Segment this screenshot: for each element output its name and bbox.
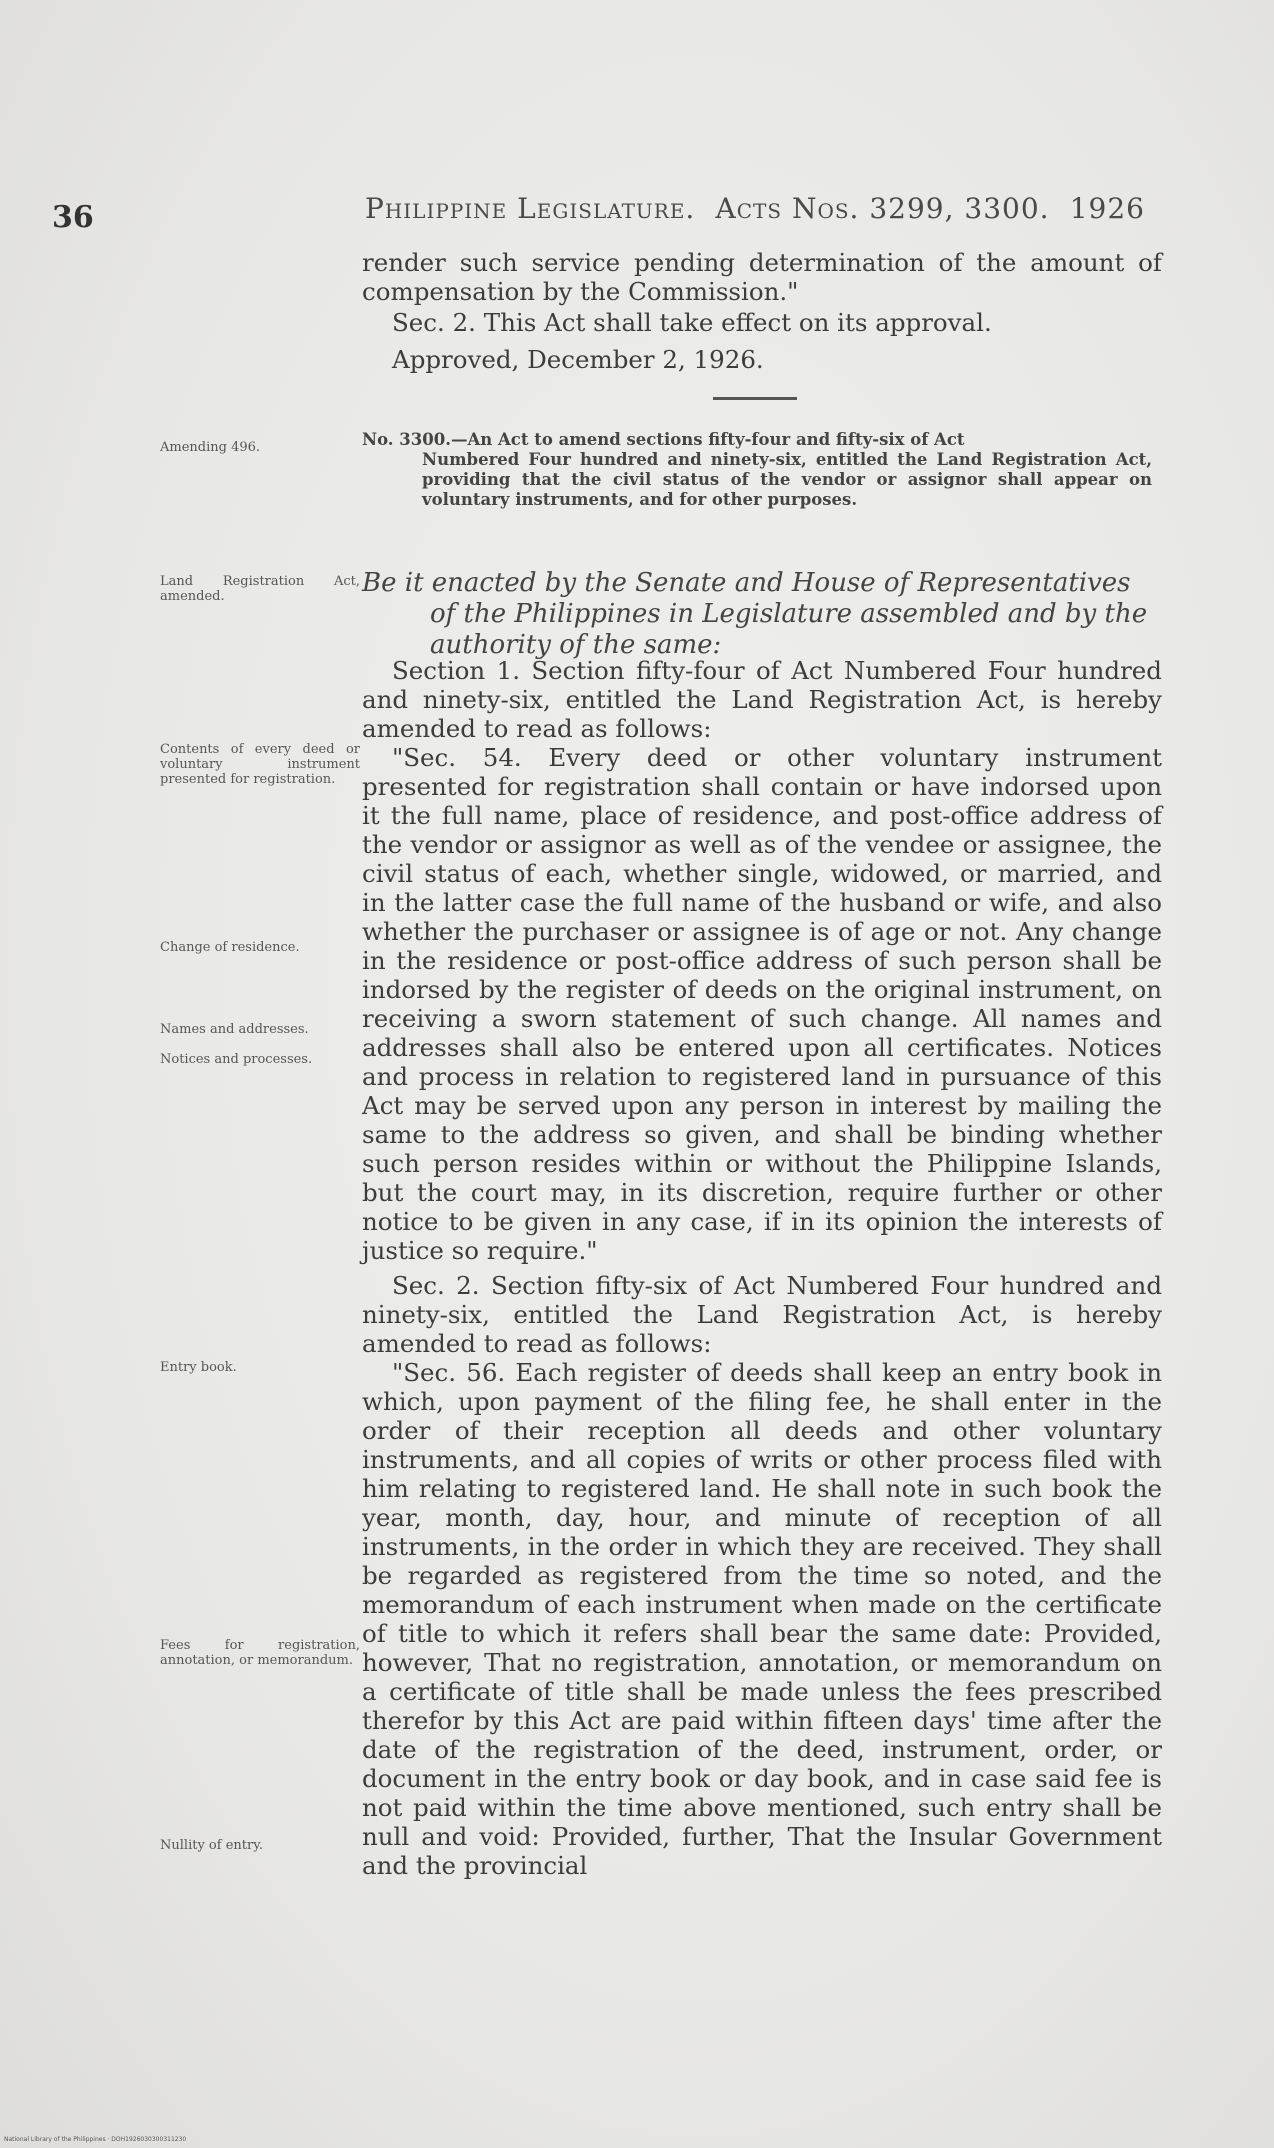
running-head-acts: Acts Nos. 3299, 3300. xyxy=(715,192,1050,225)
margin-note-fees: Fees for registration, annotation, or memorandum. xyxy=(160,1638,360,1668)
act-title-rest: Numbered Four hundred and ninety-six, entitled the Land Registration Act, providing that the civil status of the vendor or assignor shall appear on voluntary instruments, and for other purposes. xyxy=(422,450,1152,509)
margin-note-notices: Notices and processes. xyxy=(160,1052,313,1067)
running-head-year: 1926 xyxy=(1069,192,1145,225)
approval-date: Approved, December 2, 1926. xyxy=(392,345,764,374)
sec2-effect: Sec. 2. This Act shall take effect on its approval. xyxy=(392,308,992,337)
running-head-left: Philippine Legislature. xyxy=(365,192,696,225)
continuation-text: render such service pending determination of the amount of compensation by the Commission." xyxy=(362,248,1162,306)
section-one xyxy=(362,656,1162,1880)
separator-rule xyxy=(713,397,797,400)
act-title xyxy=(362,430,1152,510)
margin-note-entry-book: Entry book. xyxy=(160,1360,237,1375)
margin-note-amending: Amending 496. xyxy=(160,440,261,455)
margin-note-contents: Contents of every deed or voluntary instrument presented for registration. xyxy=(160,742,360,787)
sec56-text: "Sec. 56. Each register of deeds shall keep an entry book in which, upon payment of the filing fee, he shall enter in the order of their reception all deeds and other voluntary instruments, and all copies of writs or other process filed with him relating to registered land. He shall note in such book the year, month, day, hour, and minute of reception of all instruments, in the order in which they are received. They shall be regarded as registered from the time so noted, and the memorandum of each instrument when made on the certificate of title to which it refers shall bear the same date: Provided, however, That no registration, annotation, or memorandum on a certificate of title shall be made unless the fees prescribed therefor by this Act are paid within fifteen days' time after the date of the registration of the deed, instrument, order, or document in the entry book or day book, and in case said fee is not paid within the time above mentioned, such entry shall be null and void: Provided, further, That the Insular Government and the provincial xyxy=(362,1358,1162,1880)
section1-intro: Section 1. Section fifty-four of Act Numbered Four hundred and ninety-six, entitled the Land Registration Act, is hereby amended to read as follows: xyxy=(362,656,1162,743)
margin-note-nullity: Nullity of entry. xyxy=(160,1838,263,1853)
margin-note-names-addresses: Names and addresses. xyxy=(160,1022,309,1037)
enacting-clause-first: Be it enacted by the Senate and House of Representatives xyxy=(362,568,1131,598)
scan-footer: National Library of the Philippines · DOH1926030300311230 xyxy=(4,2136,187,2143)
margin-note-land-reg: Land Registration Act, amended. xyxy=(160,574,360,604)
enacting-clause-rest: of the Philippines in Legislature assembled and by the authority of the same: xyxy=(430,599,1148,660)
section2-intro: Sec. 2. Section fifty-six of Act Numbered Four hundred and ninety-six, entitled the Land Registration Act, is hereby amended to read as follows: xyxy=(362,1271,1162,1358)
page-number: 36 xyxy=(52,200,94,235)
act-title-first: No. 3300.—An Act to amend sections fifty-four and fifty-six of Act xyxy=(362,430,965,449)
running-head xyxy=(365,192,1145,225)
previous-act-end xyxy=(362,248,1162,374)
sec54-text: "Sec. 54. Every deed or other voluntary instrument presented for registration shall contain or have indorsed upon it the full name, place of residence, and post-office address of the vendor or assignor as well as of the vendee or assignee, the civil status of each, whether single, widowed, or married, and in the latter case the full name of the husband or wife, and also whether the purchaser or assignee is of age or not. Any change in the residence or post-office address of such person shall be indorsed by the register of deeds on the original instrument, on receiving a sworn statement of such change. All names and addresses shall also be entered upon all certificates. Notices and process in relation to registered land in pursuance of this Act may be served upon any person in interest by mailing the same to the address so given, and shall be binding whether such person resides within or without the Philippine Islands, but the court may, in its discretion, require further or other notice to be given in any case, if in its opinion the interests of justice so require." xyxy=(362,743,1162,1265)
enacting-clause xyxy=(362,568,1162,661)
margin-note-change-residence: Change of residence. xyxy=(160,940,300,955)
